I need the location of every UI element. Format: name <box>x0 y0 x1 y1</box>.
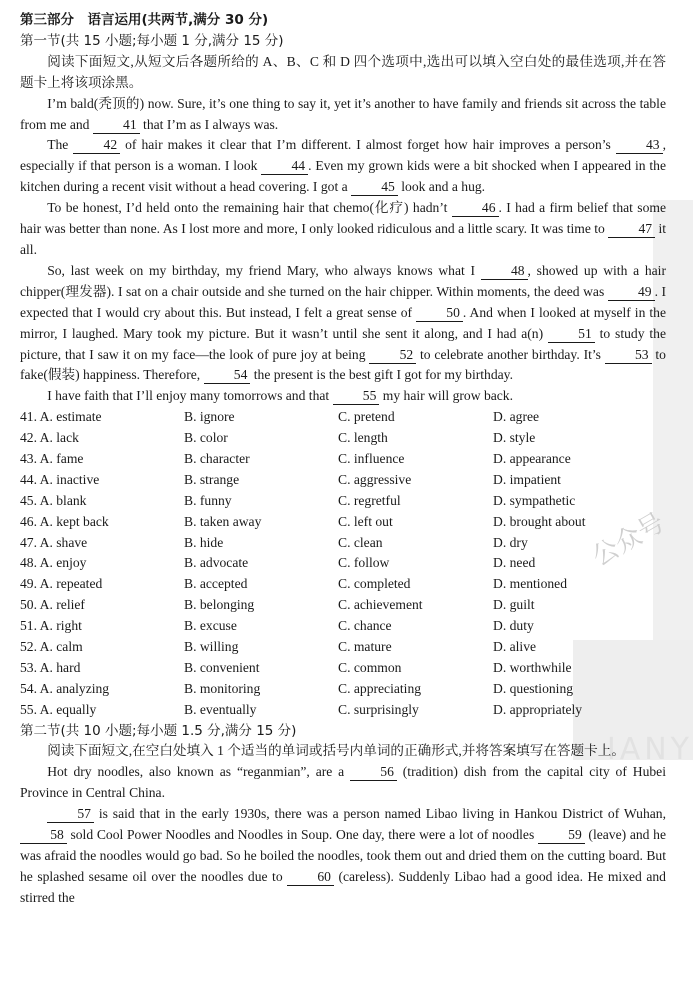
instructions-1: 阅读下面短文,从短文后各题所给的 A、B、C 和 D 四个选项中,选出可以填入空白处的最佳选项,并在答题卡上将该项涂黑。 <box>20 53 666 90</box>
option-choice: C. achievement <box>338 597 423 613</box>
passage-text: sold Cool Power Noodles and Noodles in Soup. One day, there were a lot of noodles <box>66 827 538 843</box>
option-choice: D. questioning <box>493 680 574 696</box>
passage-text: . Even my grown kids were a bit shocked when I appeared in the kitchen during a recent visit without a head covering. I got a <box>20 158 666 195</box>
option-row <box>20 700 666 721</box>
watermark-text: 公众号 <box>587 507 670 573</box>
option-choice: B. funny <box>184 492 232 508</box>
option-choice: C. follow <box>338 555 390 571</box>
option-row <box>20 512 666 533</box>
options-list <box>20 407 666 720</box>
option-row <box>20 407 666 428</box>
option-choice: D. duty <box>493 618 534 634</box>
option-choice: 41. A. estimate <box>20 409 102 425</box>
exam-page <box>20 10 666 909</box>
answer-blank: 57 <box>47 806 94 823</box>
option-choice: C. common <box>338 659 402 675</box>
answer-blank: 55 <box>333 388 380 405</box>
option-choice: C. aggressive <box>338 471 412 487</box>
answer-blank: 45 <box>351 179 398 196</box>
passage-text: my hair will grow back. <box>379 388 514 404</box>
passage-text: (careless). Suddenly Libao had a good idea. He mixed and stirred the <box>20 868 666 905</box>
option-choice: D. alive <box>493 639 537 655</box>
option-choice: B. ignore <box>184 409 235 425</box>
option-row <box>20 470 666 491</box>
subsection-title-1: 第一节(共 15 小题;每小题 1 分,满分 15 分) <box>20 32 284 49</box>
passage-text: . I had a firm belief that some hair was better than none. As I lost more and more, I only looked ridiculous and a little scary. It was time to <box>20 200 666 237</box>
option-choice: C. surprisingly <box>338 701 419 717</box>
option-choice: C. appreciating <box>338 680 422 696</box>
passage-text: of hair makes it clear that I’m different. I almost forget how hair improves a person’s <box>120 137 616 153</box>
option-choice: 47. A. shave <box>20 534 88 550</box>
passage-text: To be honest, I’d held onto the remaining hair that chemo(化疗) hadn’t <box>47 200 452 216</box>
answer-blank: 47 <box>608 221 655 238</box>
option-choice: C. length <box>338 430 388 446</box>
option-choice: D. agree <box>493 409 540 425</box>
passage-text: look and a hug. <box>397 179 486 195</box>
answer-blank: 53 <box>605 347 652 364</box>
option-choice: B. character <box>184 451 250 466</box>
answer-blank: 44 <box>261 158 308 175</box>
passage-text: . And when I looked at myself in the mirror, I laughed. Mary took my picture. But it wasn’t until she sent it along, and I had a(n) <box>20 304 666 341</box>
instructions-2: 阅读下面短文,在空白处填入 1 个适当的单词或括号内单词的正确形式,并将答案填写在答题卡上。 <box>47 743 625 759</box>
option-choice: B. belonging <box>184 597 255 613</box>
paragraph <box>20 198 666 261</box>
passage-text: , especially if that person is a woman. I look <box>20 137 666 174</box>
option-choice: B. hide <box>184 534 224 550</box>
option-choice: B. eventually <box>184 701 257 717</box>
option-row <box>20 658 666 679</box>
option-choice: C. chance <box>338 618 392 634</box>
option-choice: C. pretend <box>338 409 395 425</box>
option-choice: C. mature <box>338 639 392 655</box>
option-row <box>20 428 666 449</box>
passage-text: to celebrate another birthday. It’s <box>416 346 605 362</box>
option-choice: D. brought about <box>493 513 586 529</box>
option-choice: 55. A. equally <box>20 701 97 717</box>
option-choice: 44. A. inactive <box>20 471 100 487</box>
option-choice: B. excuse <box>184 618 237 634</box>
answer-blank: 50 <box>416 305 463 322</box>
option-choice: 51. A. right <box>20 618 82 634</box>
option-choice: D. sympathetic <box>493 492 576 508</box>
answer-blank: 56 <box>350 764 397 781</box>
option-choice: D. guilt <box>493 597 535 613</box>
option-choice: B. strange <box>184 471 240 487</box>
passage-text: the present is the best gift I got for my birthday. <box>250 367 513 383</box>
option-choice: D. dry <box>493 534 528 550</box>
section-title: 第三部分 语言运用(共两节,满分 30 分) <box>20 12 269 28</box>
option-choice: C. left out <box>338 513 393 529</box>
passage-text: is said that in the early 1930s, there was a person named Libao living in Hankou District of Wuhan, <box>93 806 666 822</box>
passage-text: . I expected that I would cry about this. But instead, I felt a great sense of <box>20 283 667 320</box>
answer-blank: 42 <box>73 137 120 154</box>
paragraph <box>20 94 666 136</box>
option-choice: C. regretful <box>338 492 401 508</box>
answer-blank: 51 <box>548 326 595 343</box>
option-choice: 45. A. blank <box>20 492 87 508</box>
option-row <box>20 637 666 658</box>
option-row <box>20 595 666 616</box>
option-choice: C. completed <box>338 576 411 592</box>
option-choice: 43. A. fame <box>20 451 84 466</box>
passage-text: it all. <box>20 221 666 257</box>
option-choice: B. convenient <box>184 659 260 675</box>
passage-text: So, last week on my birthday, my friend Mary, who always knows what I <box>47 262 481 278</box>
option-choice: 53. A. hard <box>20 659 81 675</box>
passage-text: to study the picture, that I saw it on my face—the look of pure joy at being <box>20 325 666 362</box>
answer-blank: 46 <box>452 200 499 217</box>
passage-text: (tradition) dish from the capital city of Hubei Province in Central China. <box>20 764 666 801</box>
answer-blank: 54 <box>204 367 251 384</box>
passage-text: The <box>47 137 74 153</box>
option-choice: B. accepted <box>184 576 248 592</box>
paragraph <box>20 762 666 804</box>
option-choice: C. influence <box>338 451 405 466</box>
option-row <box>20 574 666 595</box>
option-choice: B. willing <box>184 639 239 655</box>
option-choice: D. appropriately <box>493 701 583 717</box>
option-choice: 52. A. calm <box>20 639 83 655</box>
passage-text: I’m bald(秃顶的) now. Sure, it’s one thing to say it, yet it’s another to have family and friends sit across the table from me and <box>20 95 666 132</box>
option-choice: B. taken away <box>184 513 262 529</box>
option-choice: 49. A. repeated <box>20 576 103 592</box>
option-choice: 54. A. analyzing <box>20 680 110 696</box>
option-row <box>20 533 666 554</box>
option-choice: C. clean <box>338 534 383 550</box>
option-choice: 48. A. enjoy <box>20 555 87 571</box>
passage-text: that I’m as I always was. <box>139 116 279 132</box>
option-row <box>20 449 666 470</box>
answer-blank: 49 <box>608 284 655 301</box>
watermark-letters: IANY <box>606 732 693 767</box>
option-choice: B. color <box>184 430 228 446</box>
passage-2 <box>20 762 666 908</box>
subsection-title-2: 第二节(共 10 小题;每小题 1.5 分,满分 15 分) <box>20 722 297 739</box>
option-choice: D. impatient <box>493 471 561 487</box>
answer-blank: 48 <box>481 263 528 280</box>
option-choice: B. advocate <box>184 555 249 571</box>
answer-blank: 41 <box>93 117 140 134</box>
paragraph <box>20 804 666 909</box>
passage-text: (leave) and he was afraid the noodles would go bad. So he boiled the noodles, took them out and dried them on the cutting board. But he splashed sesame oil over the noodles due to <box>20 827 667 884</box>
paragraph <box>20 135 666 198</box>
option-row <box>20 679 666 700</box>
option-row <box>20 553 666 574</box>
passage-text: Hot dry noodles, also known as “reganmian”, are a <box>47 764 351 780</box>
option-choice: B. monitoring <box>184 680 261 696</box>
option-choice: D. worthwhile <box>493 659 572 675</box>
paragraph <box>20 261 666 386</box>
answer-blank: 52 <box>369 347 416 364</box>
option-choice: 46. A. kept back <box>20 513 109 529</box>
option-choice: D. style <box>493 430 536 446</box>
answer-blank: 43 <box>616 137 663 154</box>
answer-blank: 58 <box>20 827 67 844</box>
passage-1 <box>20 94 666 408</box>
passage-text: to fake(假装) happiness. Therefore, <box>20 346 666 383</box>
answer-blank: 60 <box>287 869 334 886</box>
passage-text: I have faith that I’ll enjoy many tomorrows and that <box>47 388 333 404</box>
option-choice: D. mentioned <box>493 576 567 592</box>
option-choice: D. appearance <box>493 451 571 466</box>
option-choice: D. need <box>493 555 536 571</box>
passage-text: , showed up with a hair chipper(理发器). I sat on a chair outside and she turned on the hair chipper. Within moments, the deed was <box>20 262 666 299</box>
option-choice: 42. A. lack <box>20 430 79 446</box>
paragraph <box>20 386 666 407</box>
option-choice: 50. A. relief <box>20 597 85 613</box>
answer-blank: 59 <box>538 827 585 844</box>
option-row <box>20 491 666 512</box>
option-row <box>20 616 666 637</box>
